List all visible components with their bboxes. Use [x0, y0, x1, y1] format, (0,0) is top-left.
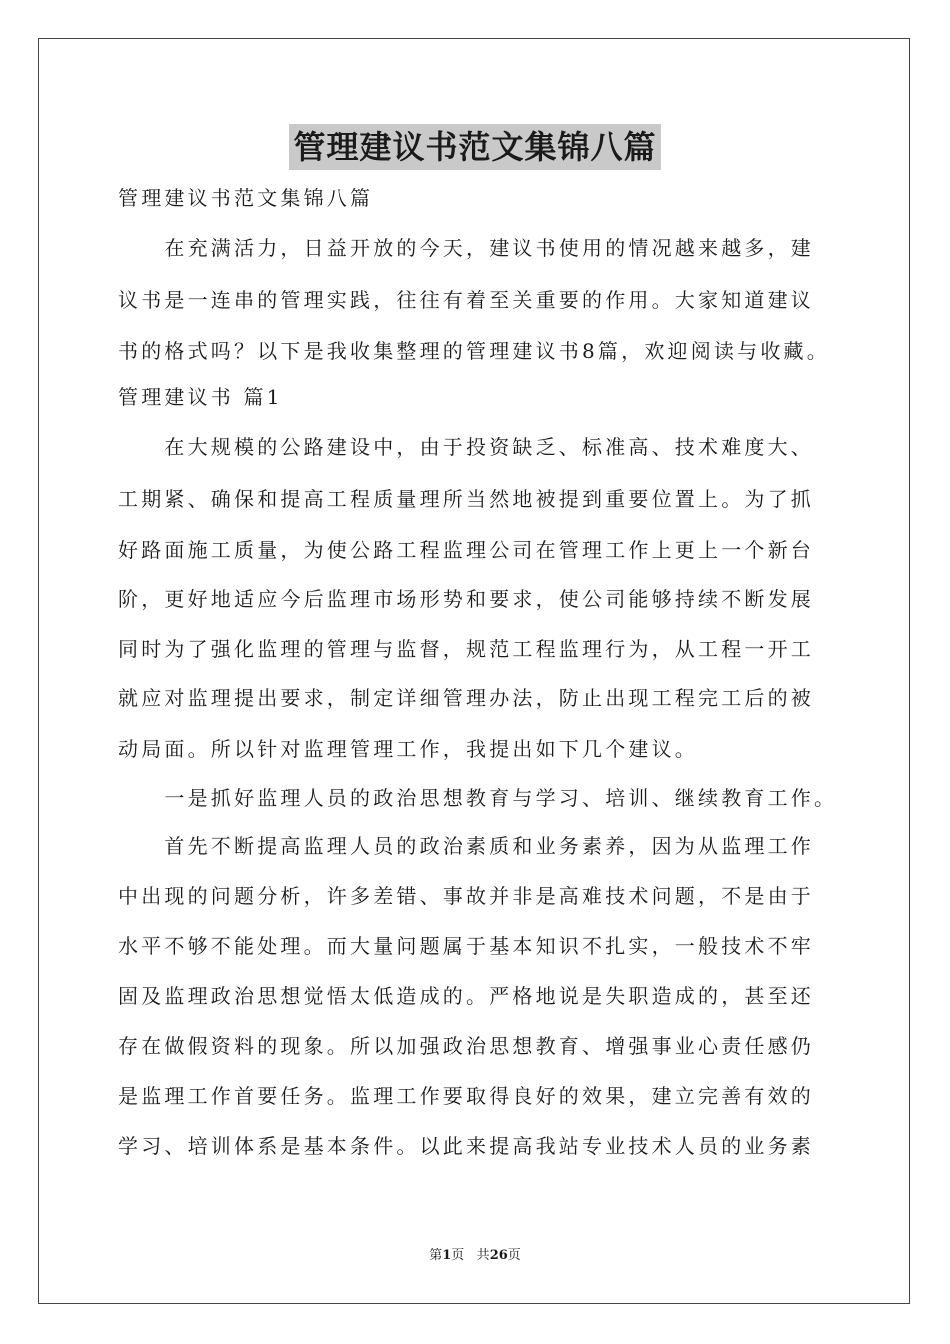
text-line: 在大规模的公路建设中，由于投资缺乏、标准高、技术难度大、	[118, 435, 814, 459]
footer-total-pages: 26	[489, 1248, 508, 1263]
text-line: 议书是一连串的管理实践，往往有着至关重要的作用。大家知道建议	[118, 288, 814, 312]
footer-total-suffix: 页	[507, 1248, 521, 1263]
text-line: 管理建议书范文集锦八篇	[118, 186, 374, 210]
document-title-wrapper	[0, 124, 950, 170]
footer-page-prefix: 第	[429, 1248, 443, 1263]
text-line: 工期紧、确保和提高工程质量理所当然地被提到重要位置上。为了抓	[118, 487, 814, 511]
footer-page-number: 1	[442, 1248, 452, 1263]
footer-page-suffix: 页	[451, 1248, 465, 1263]
text-line: 同时为了强化监理的管理与监督，规范工程监理行为，从工程一开工	[118, 637, 814, 661]
text-line: 固及监理政治思想觉悟太低造成的。严格地说是失职造成的，甚至还	[118, 984, 814, 1008]
page-footer	[0, 1247, 950, 1265]
text-line: 动局面。所以针对监理管理工作，我提出如下几个建议。	[118, 737, 698, 761]
text-line: 在充满活力，日益开放的今天，建议书使用的情况越来越多，建	[118, 236, 814, 260]
text-line: 书的格式吗？以下是我收集整理的管理建议书8篇，欢迎阅读与收藏。	[118, 339, 830, 363]
footer-total-prefix: 共	[476, 1248, 490, 1263]
text-line: 一是抓好监理人员的政治思想教育与学习、培训、继续教育工作。	[118, 786, 838, 810]
text-line: 学习、培训体系是基本条件。以此来提高我站专业技术人员的业务素	[118, 1134, 814, 1158]
section-heading: 管理建议书 篇1	[118, 385, 283, 409]
text-line: 中出现的问题分析，许多差错、事故并非是高难技术问题，不是由于	[118, 884, 814, 908]
document-title: 管理建议书范文集锦八篇	[289, 124, 660, 170]
text-line: 就应对监理提出要求，制定详细管理办法，防止出现工程完工后的被	[118, 686, 814, 710]
text-line: 水平不够不能处理。而大量问题属于基本知识不扎实，一般技术不牢	[118, 934, 814, 958]
text-line: 首先不断提高监理人员的政治素质和业务素养，因为从监理工作	[118, 834, 814, 858]
text-line: 阶，更好地适应今后监理市场形势和要求，使公司能够持续不断发展	[118, 587, 814, 611]
page-border	[38, 38, 910, 1304]
text-line: 好路面施工质量，为使公路工程监理公司在管理工作上更上一个新台	[118, 538, 814, 562]
text-line: 是监理工作首要任务。监理工作要取得良好的效果，建立完善有效的	[118, 1084, 814, 1108]
text-line: 存在做假资料的现象。所以加强政治思想教育、增强事业心责任感仍	[118, 1034, 814, 1058]
